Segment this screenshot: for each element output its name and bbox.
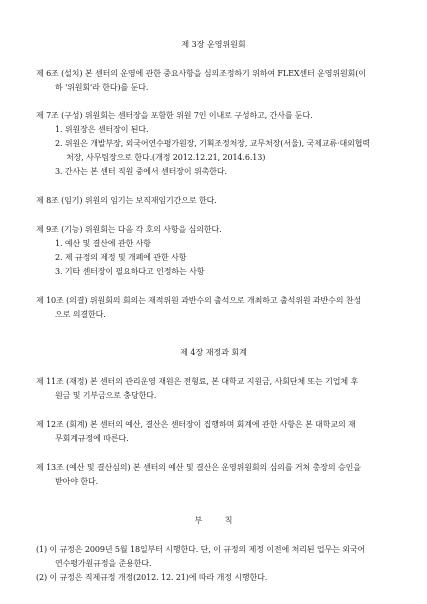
article-10-line-2: 으로 의결한다. [55, 310, 106, 319]
article-13-line-2: 받아야 한다. [55, 477, 99, 486]
article-9-line-1: 제 9조 (기능) 위원회는 다음 각 호의 사항을 심의한다. [36, 225, 222, 234]
addenda-item-1-line-1: (1) 이 규정은 2009년 5월 18일부터 시행한다. 단, 이 규정의 제정 이전에 처리된 업무는 외국어 [36, 545, 366, 554]
article-12-line-2: 무회계규정에 따른다. [55, 434, 129, 443]
addenda-item-2: (2) 이 규정은 직제규정 개정(2012. 12. 21)에 따라 개정 시행한다. [36, 573, 268, 582]
article-11-line-1: 제 11조 (재정) 본 센터의 관리운영 재원은 전형료, 본 대학교 지원금, 사회단체 또는 기업체 후 [36, 377, 359, 386]
article-7-item-3: 3. 간사는 본 센터 직원 중에서 센터장이 위촉한다. [55, 167, 227, 176]
article-6-line-1: 제 6조 (설치) 본 센터의 운영에 관한 중요사항을 심의조정하기 위하여 FLEX센터 운영위원회(이 [36, 69, 366, 78]
article-7-item-2-line-2: 처장, 사무팀장으로 한다.(개정 2012.12.21, 2014.6.13) [66, 153, 266, 162]
article-7-line-1: 제 7조 (구성) 위원회는 센터장을 포함한 위원 7인 이내로 구성하고, 간사를 둔다. [36, 111, 313, 120]
article-9-item-3: 3. 기타 센터장이 필요하다고 인정하는 사항 [55, 267, 205, 276]
article-8-line-1: 제 8조 (임기) 위원의 임기는 보직재임기간으로 한다. [36, 196, 217, 205]
addenda-title: 부 칙 [194, 516, 243, 525]
article-10-line-1: 제 10조 (의결) 위원회의 회의는 재적위원 과반수의 출석으로 개최하고 출석위원 과반수의 찬성 [36, 296, 362, 305]
addenda-item-1-line-2: 연수평가원규정을 준용한다. [55, 559, 152, 568]
article-11-line-2: 원금 및 기부금으로 충당한다. [55, 391, 157, 400]
article-7-item-1: 1. 위원장은 센터장이 된다. [55, 125, 149, 134]
article-7-item-2-line-1: 2. 위원은 개발부장, 외국어연수평가원장, 기획조정처장, 교무처장(서울), 국제교류·대외협력 [55, 139, 370, 148]
article-9-item-2: 2. 제 규정의 제정 및 개폐에 관한 사항 [55, 253, 187, 262]
chapter-4-title: 제 4장 재정과 회계 [180, 348, 247, 357]
chapter-3-title: 제 3장 운영위원회 [181, 40, 246, 49]
article-12-line-1: 제 12조 (회계) 본 센터의 예산, 결산은 센터장이 집행하며 회계에 관한 사항은 본 대학교의 재 [36, 420, 356, 429]
article-9-item-1: 1. 예산 및 결산에 관한 사항 [55, 239, 151, 248]
article-13-line-1: 제 13조 (예산 및 결산심의) 본 센터의 예산 및 결산은 운영위원회의 심의를 거쳐 총장의 승인을 [36, 463, 361, 472]
article-6-line-2: 하 '위원회'라 한다)를 둔다. [55, 83, 149, 92]
